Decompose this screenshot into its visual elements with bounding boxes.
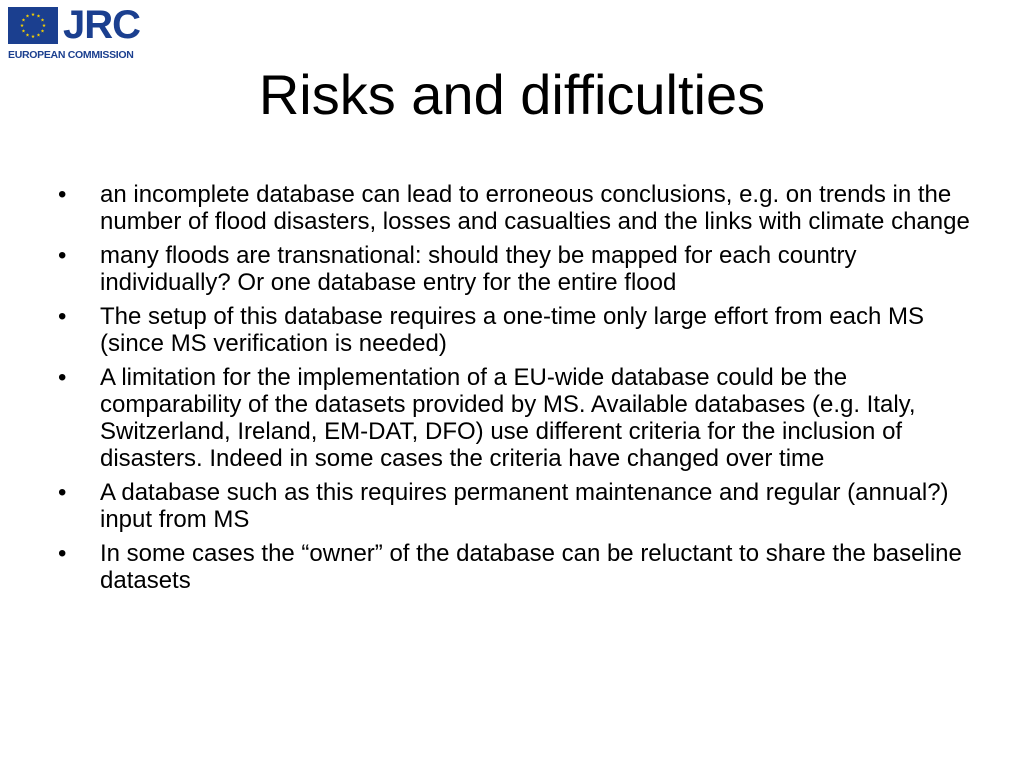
bullet-marker: • [58,181,67,208]
bullet-item [58,181,978,235]
bullet-marker: • [58,364,67,391]
bullet-text: many floods are transnational: should they be mapped for each country individually? Or one database entry for the entire flood [100,242,857,296]
bullet-marker: • [58,303,67,330]
bullet-item [58,540,978,594]
flag-star-icon [22,29,26,32]
slide-title: Risks and difficulties [258,63,766,126]
flag-star-icon [37,14,41,17]
bullet-marker: • [58,540,67,567]
bullet-item [58,242,978,296]
logo-acronym: JRC [63,3,141,47]
flag-star-icon [41,18,45,21]
logo-organization: EUROPEAN COMMISSION [8,49,134,61]
flag-star-icon [42,24,46,27]
flag-star-icon [22,18,26,21]
flag-star-icon [31,35,35,38]
flag-star-icon [37,33,41,36]
bullet-text: an incomplete database can lead to erroneous conclusions, e.g. on trends in the number of flood disasters, losses and casualties and the links with climate change [100,181,970,235]
bullet-text: The setup of this database requires a one-time only large effort from each MS (since MS verification is needed) [100,303,924,357]
flag-star-icon [31,13,35,16]
bullet-text: In some cases the “owner” of the database can be reluctant to share the baseline datasets [100,540,962,594]
flag-star-icon [20,24,24,27]
flag-star-icon [26,33,30,36]
bullet-text: A limitation for the implementation of a EU-wide database could be the comparability of the datasets provided by MS. Available databases (e.g. Italy, Switzerland, Ireland, EM-DAT, DFO) use different criteria for the inclusion of disasters. Indeed in some cases the criteria have changed over time [100,364,916,472]
bullet-marker: • [58,479,67,506]
bullet-text: A database such as this requires permanent maintenance and regular (annual?) input from MS [100,479,949,533]
bullet-item [58,479,978,533]
flag-star-icon [26,14,30,17]
bullet-item [58,303,978,357]
eu-flag-icon [8,7,58,44]
bullet-marker: • [58,242,67,269]
flag-star-icon [41,29,45,32]
bullet-item [58,364,978,472]
bullet-list [58,181,978,601]
jrc-logo [8,3,141,63]
